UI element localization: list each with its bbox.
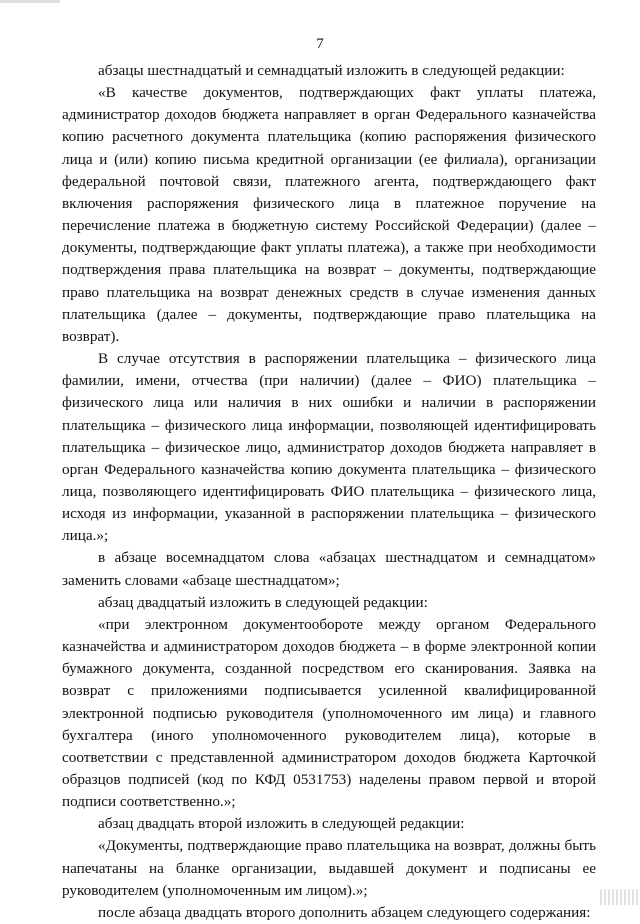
paragraph: В случае отсутствия в распоряжении плательщика – физического лица фамилии, имени, отчества (при наличии) (далее – ФИО) плательщика – физического лица или наличия в них ошибки и наличии в распоряжении плательщика – физического лица информации, позволяющей идентифицировать плательщика – физическое лицо, администратор доходов бюджета направляет в орган Федерального казначейства копию документа плательщика – физического лица, позволяющего идентифицировать ФИО плательщика – физического лица, исходя из информации, указанной в распоряжении плательщика – физического лица.»;: [62, 350, 596, 545]
paragraph: «Документы, подтверждающие право плательщика на возврат, должны быть напечатаны на бланке организации, выдавшей документ и подписаны ее руководителем (уполномоченным им лицом).»;: [62, 837, 596, 899]
document-body: [62, 60, 596, 924]
paragraph: после абзаца двадцать второго дополнить абзацем следующего содержания:: [98, 903, 591, 921]
paragraph: «В качестве документов, подтверждающих факт уплаты платежа, администратор доходов бюджета направляет в орган Федерального казначейства копию расчетного документа плательщика (копию распоряжения физического лица и (или) копию письма кредитной организации (ее филиала), организации федеральной почтовой связи, платежного агента, подтверждающего факт включения распоряжения физического лица в платежное поручение на перечисление платежа в бюджетную систему Российской Федерации) (далее – документы, подтверждающие факт уплаты платежа), а также при необходимости подтверждения права плательщика на возврат – документы, подтверждающие право плательщика на возврат денежных средств в случае изменения данных плательщика (далее – документы, подтверждающие право плательщика на возврат).: [62, 84, 596, 345]
paragraph: в абзаце восемнадцатом слова «абзацах шестнадцатом и семнадцатом» заменить словами «абзаце шестнадцатом»;: [62, 549, 596, 589]
paragraph: абзац двадцатый изложить в следующей редакции:: [98, 593, 428, 611]
scan-corner-mark: [600, 889, 640, 905]
page-number: 7: [316, 36, 324, 52]
paragraph: абзацы шестнадцатый и семнадцатый изложить в следующей редакции:: [98, 62, 565, 79]
paragraph: абзац двадцать второй изложить в следующей редакции:: [98, 815, 465, 833]
scan-edge-mark: [0, 0, 60, 3]
paragraph: «при электронном документообороте между органом Федерального казначейства и администратором доходов бюджета – в форме электронной копии бумажного документа, созданной посредством его сканирования. Заявка на возврат с приложениями подписывается усиленной квалифицированной электронной подписью руководителя (уполномоченного им лица) и главного бухгалтера (иного уполномоченного руководителем лица), которые в соответствии с представленной администратором доходов бюджета Карточкой образцов подписей (код по КФД 0531753) наделены правом первой и второй подписи соответственно.»;: [62, 615, 596, 811]
